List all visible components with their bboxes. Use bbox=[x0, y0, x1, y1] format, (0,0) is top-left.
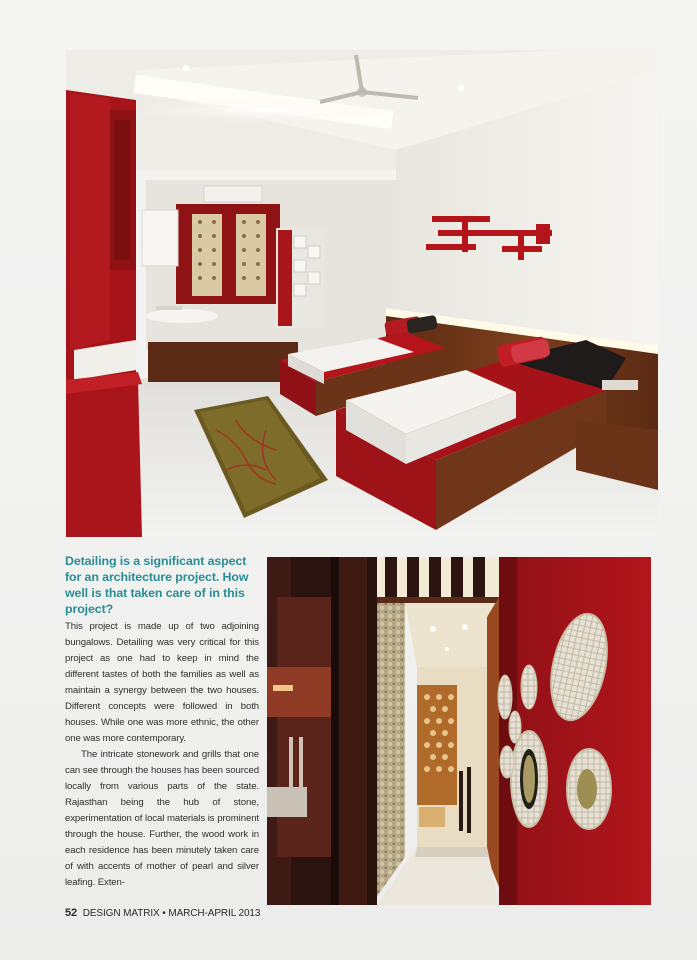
magazine-name: DESIGN MATRIX bbox=[82, 908, 160, 919]
footer-separator: • bbox=[162, 908, 166, 919]
article-headline: Detailing is a significant aspect for an architecture project. How well is that taken care of in this project? bbox=[65, 554, 249, 616]
page-footer bbox=[65, 907, 260, 919]
corridor-photo bbox=[267, 557, 651, 905]
article-paragraph-1: This project is made up of two adjoining bungalows. Detailing was very critical for this project as one had to keep in mind the different tastes of both the families as well as maintain a synergy between the two houses. Different concepts were followed in both houses. While one was more ethnic, the other one was more contemporary. bbox=[65, 621, 259, 744]
issue-date: MARCH-APRIL 2013 bbox=[168, 908, 261, 919]
article-paragraph-2: The intricate stonework and grills that one can see through the houses has been sourced locally from various parts of the state. Rajasthan being the hub of stone, experimentation of local materials is prominent through the house. Further, the wood work in each residence has been minutely taken care of with accents of mother of pearl and silver leafing. Exten- bbox=[65, 749, 259, 888]
page-number: 52 bbox=[65, 907, 78, 919]
bedroom-photo bbox=[66, 50, 658, 537]
article-column bbox=[65, 553, 259, 891]
